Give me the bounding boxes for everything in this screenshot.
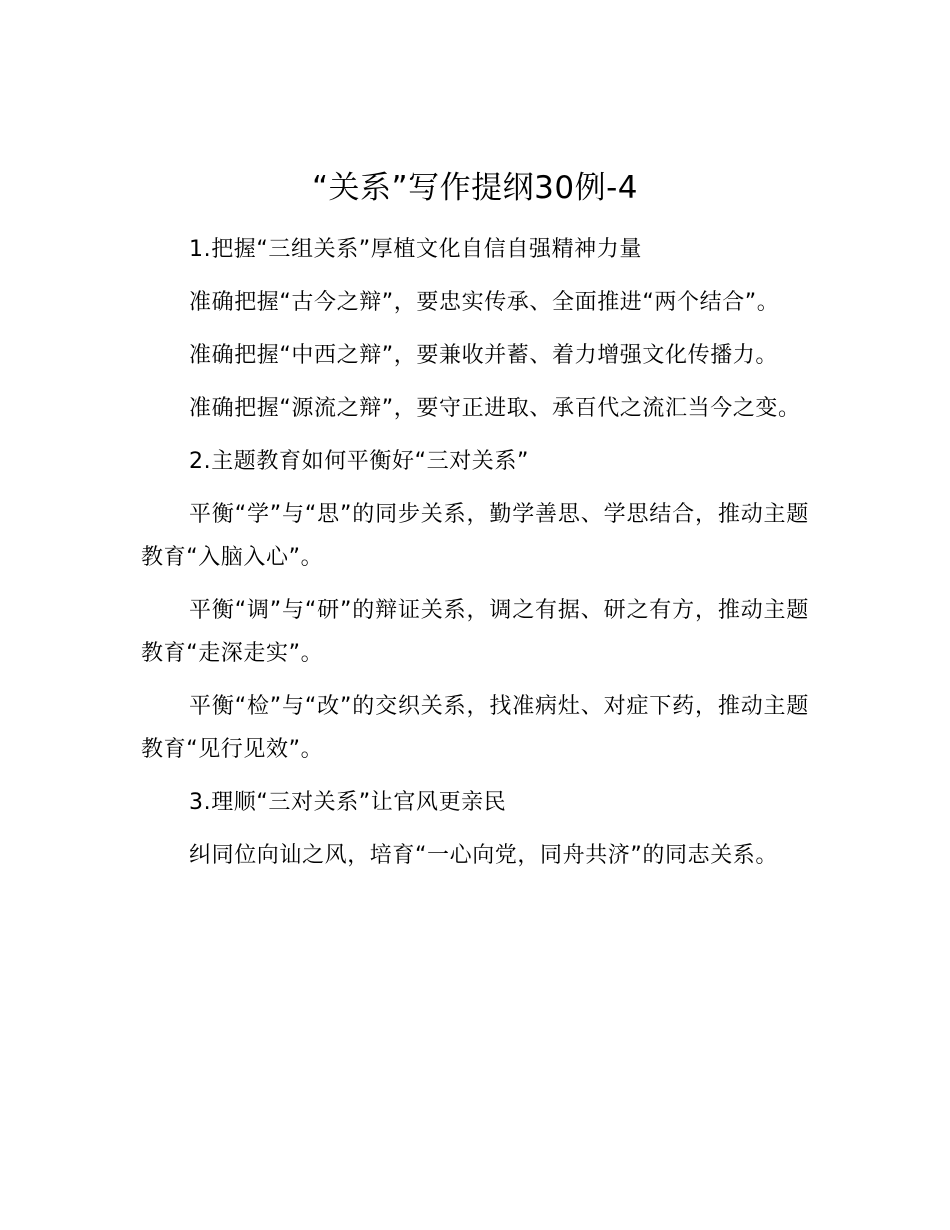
paragraph: 准确把握“中西之辩”，要兼收并蓄、着力增强文化传播力。 (189, 343, 778, 368)
section-heading-3: 3.理顺“三对关系”让官风更亲民 (189, 790, 507, 815)
section-heading-2: 2.主题教育如何平衡好“三对关系” (189, 449, 529, 474)
page-title: “关系”写作提纲30例-4 (312, 170, 638, 206)
paragraph: 准确把握“源流之辩”，要守正进取、承百代之流汇当今之变。 (189, 396, 801, 421)
paragraph: 平衡“学”与“思”的同步关系，勤学善思、学思结合，推动主题教育“入脑入心”。 (141, 502, 809, 570)
paragraph: 准确把握“古今之辩”，要忠实传承、全面推进“两个结合”。 (189, 290, 780, 315)
section-heading-1: 1.把握“三组关系”厚植文化自信自强精神力量 (189, 237, 642, 262)
paragraph: 平衡“检”与“改”的交织关系，找准病灶、对症下药，推动主题教育“见行见效”。 (141, 694, 809, 762)
paragraph: 平衡“调”与“研”的辩证关系，调之有据、研之有方，推动主题教育“走深走实”。 (141, 598, 809, 666)
document-body (141, 228, 809, 877)
paragraph: 纠同位向讪之风，培育“一心向党，同舟共济”的同志关系。 (189, 843, 778, 868)
